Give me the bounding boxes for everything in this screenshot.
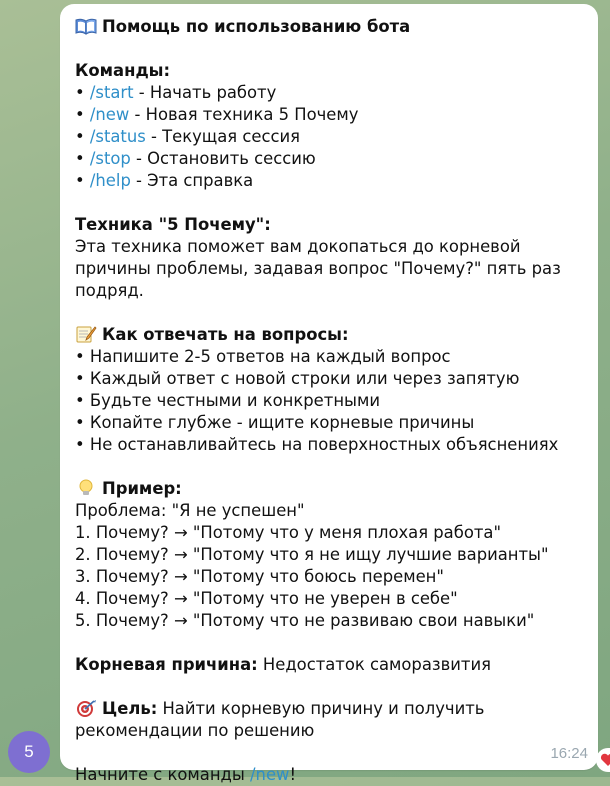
- title-text: Помощь по использованию бота: [102, 17, 411, 36]
- command-link-start[interactable]: /start: [89, 83, 134, 102]
- heart-icon: [600, 753, 610, 767]
- goal-value: Найти корневую причину и получить рекомендации по решению: [75, 699, 485, 740]
- example-step: 2. Почему? → "Потому что я не ищу лучшие варианты": [75, 545, 549, 564]
- example-problem: Проблема: "Я не успешен": [75, 501, 305, 520]
- root-cause: [75, 654, 584, 676]
- example-step: 1. Почему? → "Потому что у меня плохая работа": [75, 523, 501, 542]
- reaction-chip[interactable]: [596, 748, 610, 772]
- open-book-icon: [75, 17, 97, 35]
- how-to-item: • Не останавливайтесь на поверхностных объяснениях: [75, 435, 559, 454]
- example-step: 5. Почему? → "Потому что не развиваю свои навыки": [75, 611, 535, 630]
- command-link-help[interactable]: /help: [89, 171, 131, 190]
- command-item: • /stop - Остановить сессию: [75, 149, 316, 168]
- example-heading: [75, 478, 584, 500]
- message-timestamp: 16:24: [550, 745, 588, 762]
- how-to-heading-text: Как отвечать на вопросы:: [102, 325, 349, 344]
- unread-count-badge[interactable]: 5: [8, 731, 50, 773]
- example-step: 3. Почему? → "Потому что боюсь перемен": [75, 567, 444, 586]
- how-to-item: • Копайте глубже - ищите корневые причины: [75, 413, 475, 432]
- technique-heading: Техника "5 Почему":: [75, 215, 271, 234]
- goal: [75, 698, 584, 742]
- how-to-item: • Напишите 2-5 ответов на каждый вопрос: [75, 347, 451, 366]
- memo-icon: [75, 325, 97, 343]
- command-item: • /start - Начать работу: [75, 83, 277, 102]
- command-item: • /new - Новая техника 5 Почему: [75, 105, 359, 124]
- footer-line: Начните с команды /new!: [75, 765, 297, 784]
- command-link-stop[interactable]: /stop: [89, 149, 131, 168]
- how-to-item: • Будьте честными и конкретными: [75, 391, 380, 410]
- how-to-heading: [75, 324, 584, 346]
- command-link-status[interactable]: /status: [89, 127, 146, 146]
- light-bulb-icon: [75, 479, 97, 497]
- example-heading-text: Пример:: [102, 479, 182, 498]
- example-step: 4. Почему? → "Потому что не уверен в себе": [75, 589, 458, 608]
- command-link-new[interactable]: /new: [89, 105, 130, 124]
- message-title: [75, 16, 584, 38]
- root-cause-label: Корневая причина:: [75, 655, 258, 674]
- technique-description: Эта техника поможет вам докопаться до корневой причины проблемы, задавая вопрос "Почему?" пять раз подряд.: [75, 237, 561, 300]
- command-item: • /status - Текущая сессия: [75, 127, 300, 146]
- command-item: • /help - Эта справка: [75, 171, 254, 190]
- goal-label: Цель:: [102, 699, 158, 718]
- root-cause-value: Недостаток саморазвития: [257, 655, 491, 674]
- target-icon: [75, 699, 97, 717]
- how-to-item: • Каждый ответ с новой строки или через запятую: [75, 369, 520, 388]
- commands-heading: Команды:: [75, 61, 171, 80]
- message-bubble: [60, 4, 598, 784]
- command-link-new-footer[interactable]: /new: [250, 765, 290, 784]
